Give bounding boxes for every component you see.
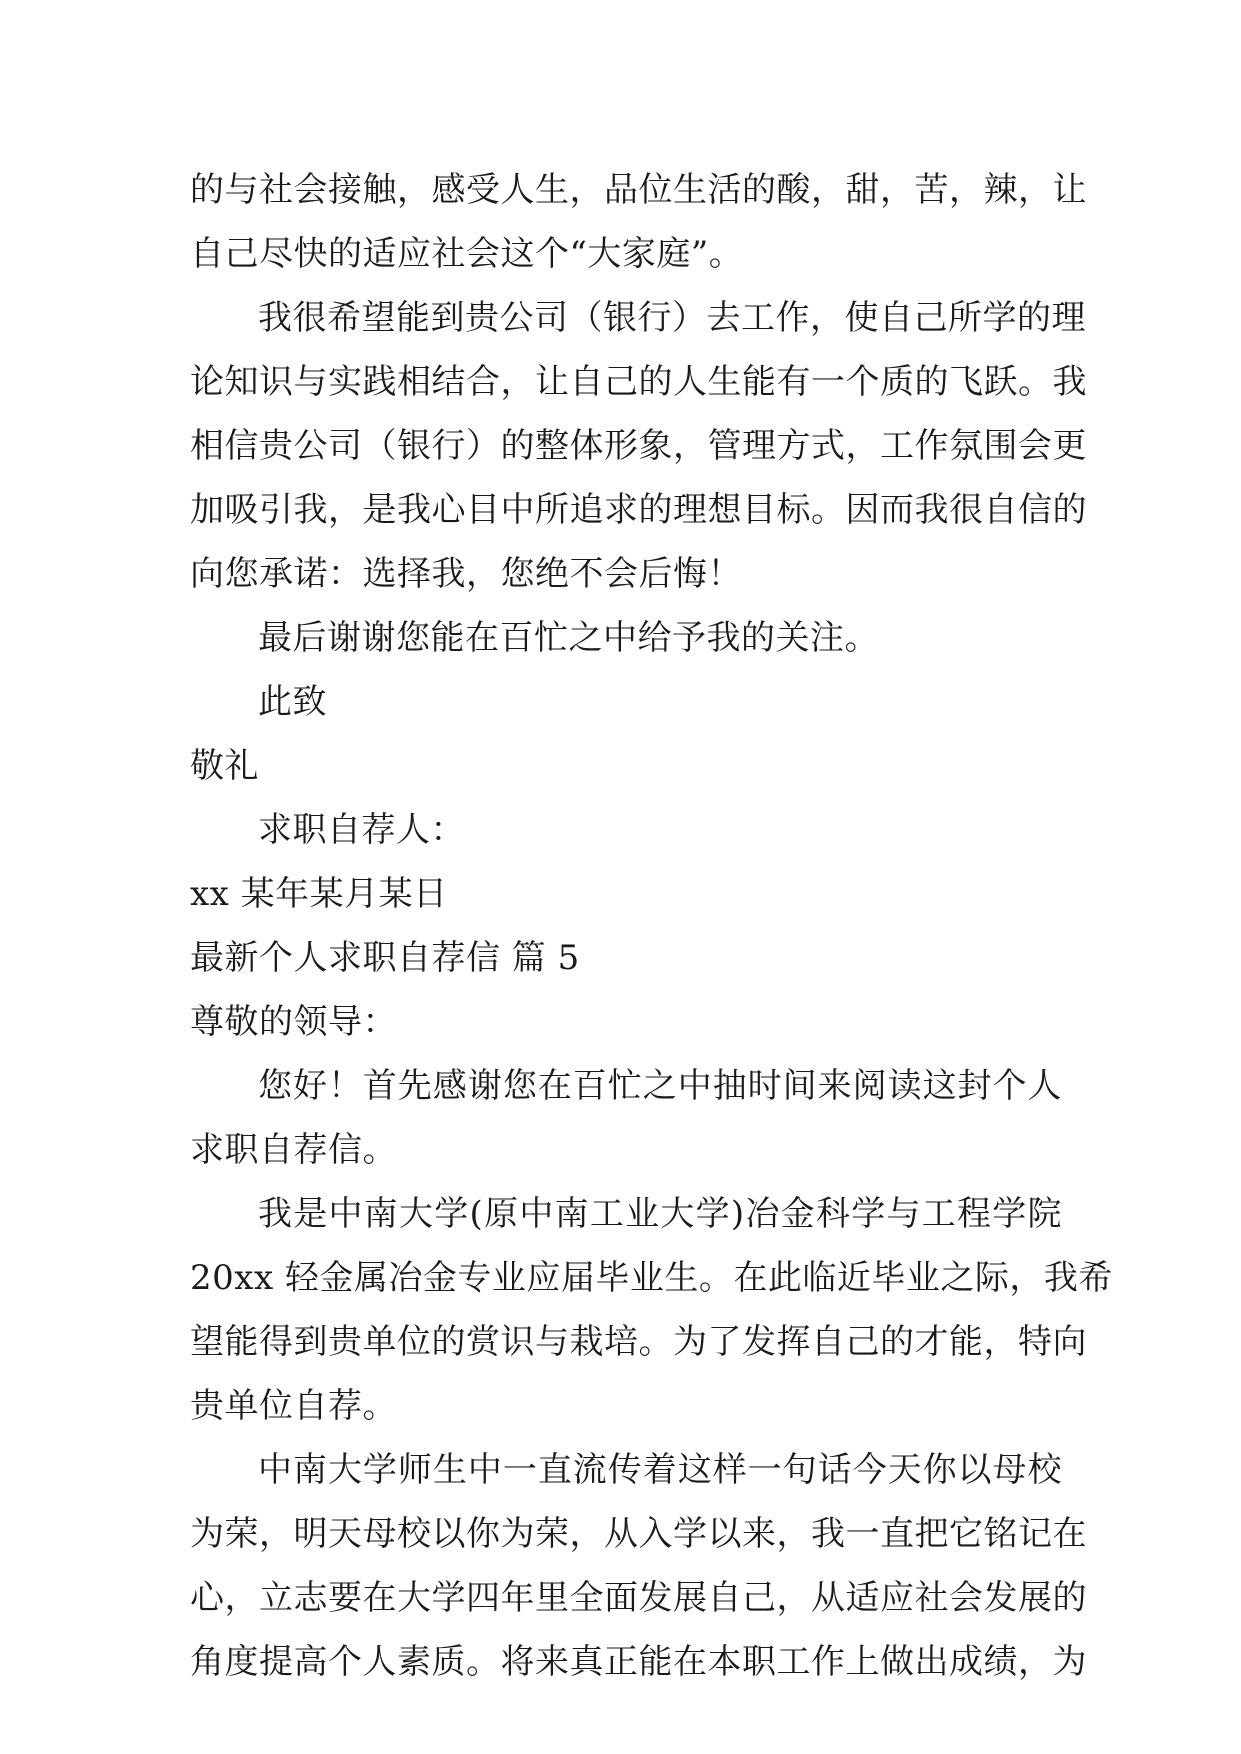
text-line: 我是中南大学(原中南工业大学)冶金科学与工程学院 (258, 1194, 1062, 1234)
text-line: 望能得到贵单位的赏识与栽培。为了发挥自己的才能，特向 (190, 1322, 1087, 1362)
text-line: 为荣，明天母校以你为荣，从入学以来，我一直把它铭记在 (190, 1514, 1087, 1554)
text-line: 此致 (258, 682, 327, 722)
text-line: 相信贵公司（银行）的整体形象，管理方式，工作氛围会更 (190, 426, 1087, 466)
text-line: 敬礼 (190, 746, 259, 786)
text-line: 的与社会接触，感受人生，品位生活的酸，甜，苦，辣，让 (190, 170, 1087, 210)
text-line: 20xx 轻金属冶金专业应届毕业生。在此临近毕业之际，我希 (190, 1258, 1113, 1298)
text-line: 中南大学师生中一直流传着这样一句话今天你以母校 (258, 1450, 1062, 1490)
text-line: xx 某年某月某日 (190, 874, 448, 914)
text-line: 加吸引我，是我心目中所追求的理想目标。因而我很自信的 (190, 490, 1087, 530)
text-line: 尊敬的领导： (190, 1002, 397, 1042)
text-line: 贵单位自荐。 (190, 1386, 397, 1426)
text-line: 最新个人求职自荐信 篇 5 (190, 938, 580, 978)
text-line: 角度提高个人素质。将来真正能在本职工作上做出成绩，为 (190, 1642, 1087, 1682)
text-line: 您好！首先感谢您在百忙之中抽时间来阅读这封个人 (258, 1066, 1062, 1106)
text-line: 论知识与实践相结合，让自己的人生能有一个质的飞跃。我 (190, 362, 1087, 402)
text-line: 求职自荐信。 (190, 1130, 397, 1170)
text-line: 最后谢谢您能在百忙之中给予我的关注。 (258, 618, 879, 658)
text-line: 求职自荐人： (258, 810, 465, 850)
text-line: 向您承诺：选择我，您绝不会后悔！ (190, 554, 742, 594)
text-line: 心，立志要在大学四年里全面发展自己，从适应社会发展的 (190, 1578, 1087, 1618)
document-page (190, 158, 1113, 1694)
text-line: 我很希望能到贵公司（银行）去工作，使自己所学的理 (258, 298, 1086, 338)
text-line: 自己尽快的适应社会这个“大家庭”。 (190, 234, 744, 274)
